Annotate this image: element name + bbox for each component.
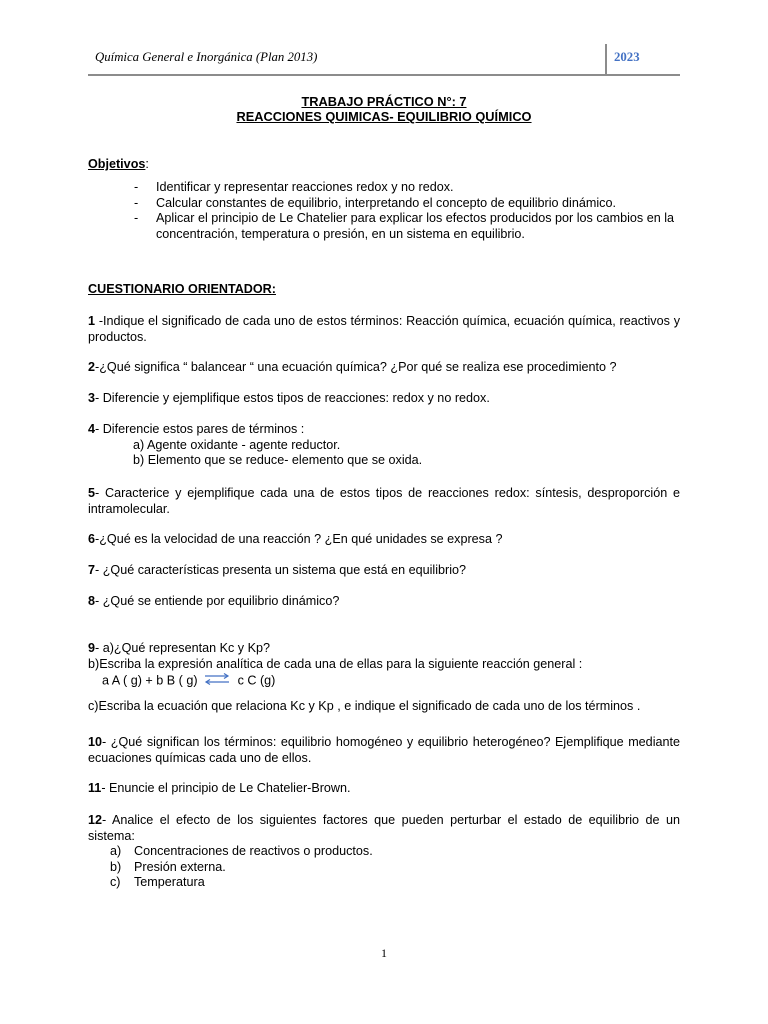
- question-4-item: b) Elemento que se reduce- elemento que se oxida.: [133, 453, 423, 467]
- year-label: 2023: [614, 50, 640, 64]
- equation-reactants: a A ( g) + b B ( g): [102, 673, 198, 688]
- title-line-1: TRABAJO PRÁCTICO N°: 7: [301, 94, 467, 109]
- reaction-equation: [88, 672, 680, 690]
- objective-item: - Aplicar el principio de Le Chatelier para explicar los efectos producidos por los cambios en la concentración, temperatura o presión, en un sistema en equilibrio.: [88, 211, 680, 242]
- question-4: 4- Diferencie estos pares de términos : a) Agente oxidante - agente reductor. b) Elemento que se reduce- elemento que se oxida.: [88, 422, 680, 469]
- equation-product: c C (g): [237, 673, 276, 688]
- question-5: 5- Caracterice y ejemplifique cada una de estos tipos de reacciones redox: síntesis, desproporción e intramolecular.: [88, 486, 680, 516]
- question-12-item: a) Concentraciones de reactivos o productos.: [110, 844, 373, 858]
- objective-item: - Identificar y representar reacciones redox y no redox.: [88, 180, 680, 196]
- header-divider: [605, 44, 607, 74]
- question-7: 7- ¿Qué características presenta un sistema que está en equilibrio?: [88, 563, 467, 577]
- question-4-item: a) Agente oxidante - agente reductor.: [133, 437, 341, 452]
- questionnaire-heading: CUESTIONARIO ORIENTADOR:: [88, 282, 276, 296]
- question-8: 8- ¿Qué se entiende por equilibrio dinámico?: [88, 594, 340, 608]
- question-12-item: c) Temperatura: [110, 875, 205, 889]
- title-line-2: REACCIONES QUIMICAS- EQUILIBRIO QUÍMICO: [236, 109, 532, 124]
- objective-item: - Calcular constantes de equilibrio, interpretando el concepto de equilibrio dinámico.: [88, 196, 680, 212]
- question-12-list: [88, 844, 680, 891]
- question-9-part-b: b)Escriba la expresión analítica de cada una de ellas para la siguiente reacción general :: [88, 656, 583, 671]
- question-9-part-c: c)Escriba la ecuación que relaciona Kc y Kp , e indique el significado de cada uno de los términos .: [88, 699, 641, 713]
- objectives-list: [88, 180, 680, 242]
- question-2: 2-¿Qué significa “ balancear “ una ecuación química? ¿Por qué se realiza ese procedimiento ?: [88, 360, 617, 374]
- question-12: 12- Analice el efecto de los siguientes factores que pueden perturbar el estado de equilibrio de un sistema: a) Concentraciones de reactivos o productos. b) Presión externa. c) Temperatura: [88, 813, 680, 889]
- question-10: 10- ¿Qué significan los términos: equilibrio homogéneo y equilibrio heterogéneo? Ejemplifique mediante ecuaciones químicas cada uno de ellos.: [88, 735, 680, 765]
- equilibrium-arrows-icon: [204, 672, 230, 691]
- course-name: Química General e Inorgánica (Plan 2013): [95, 50, 318, 64]
- question-6: 6-¿Qué es la velocidad de una reacción ? ¿En qué unidades se expresa ?: [88, 532, 503, 546]
- page-header: [88, 44, 680, 76]
- question-3: 3- Diferencie y ejemplifique estos tipos de reacciones: redox y no redox.: [88, 391, 490, 405]
- question-12-item: b) Presión externa.: [110, 859, 226, 874]
- page-number: 1: [381, 946, 387, 960]
- document-title: [88, 94, 680, 124]
- objectives-heading: Objetivos:: [88, 157, 149, 171]
- question-11: 11- Enuncie el principio de Le Chatelier-Brown.: [88, 781, 351, 795]
- question-1: 1 -Indique el significado de cada uno de estos términos: Reacción química, ecuación química, reactivos y productos.: [88, 314, 680, 344]
- question-9: 9- a)¿Qué representan Kc y Kp? b)Escriba la expresión analítica de cada una de ellas para la siguiente reacción general : a A ( g) + b B ( g) c C (g) c)Escriba la ecuación que relaciona Kc y Kp , e indique el significado de cada uno de los términos .: [88, 641, 680, 715]
